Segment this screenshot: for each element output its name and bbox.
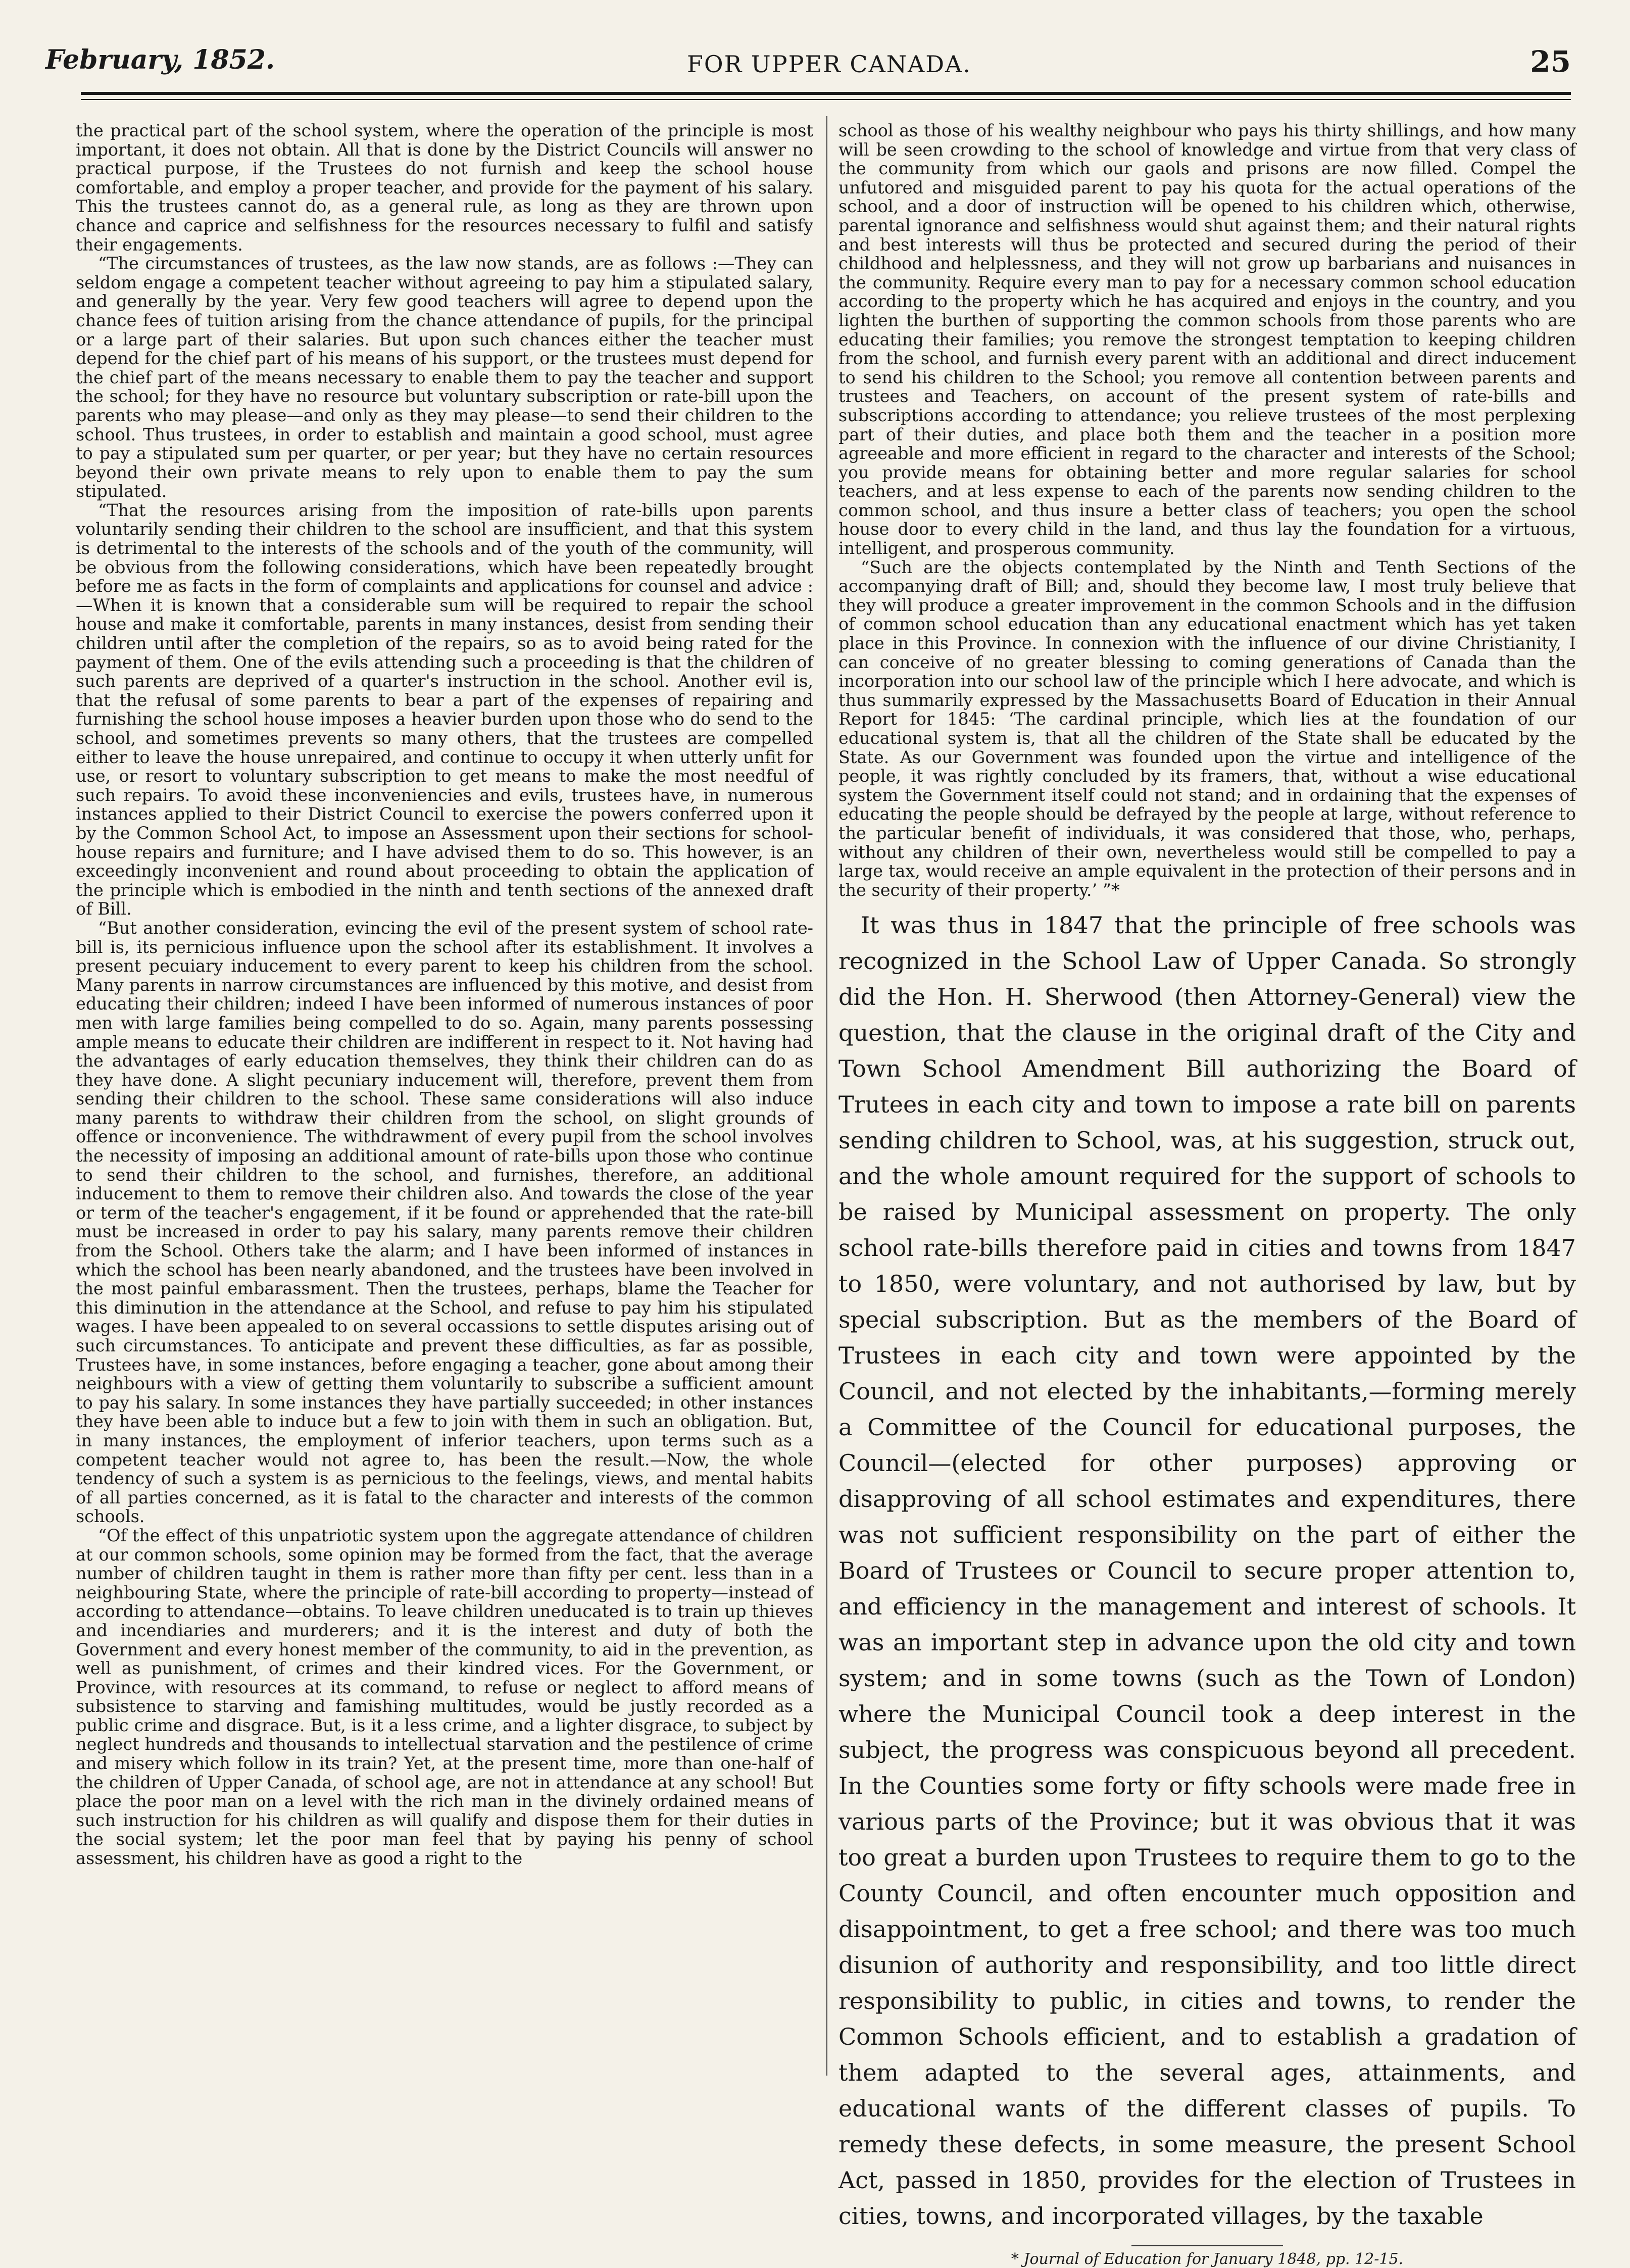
left-paragraph-2: “The circumstances of trustees, as the law now stands, are as follows :—They can seldom engage a competent teacher without agreeing to pay him a stipulated salary, and generally by the year. Very few good teachers will agree to depend upon the chance fees of tuition arising from the chance attendance of pupils, for the principal or a large part of their salaries. But upon such chances either the teacher must depend for the chief part of his means of his support, or the trustees must depend for the chief part of the means necessary to enable them to pay the teacher and support the school; for they have no resource but voluntary subscription or rate-bill upon the parents who may please—and only as they may please—to send their children to the school. Thus trustees, in order to establish and maintain a good school, must agree to pay a stipulated sum per quarter, or per year; but they have no certain resources beyond their own private means to rely upon to enable them to pay the sum stipulated. xyxy=(76,254,813,501)
article-body xyxy=(838,908,1576,2234)
footnote-rule xyxy=(1131,2245,1283,2246)
left-quote-block xyxy=(76,121,813,1868)
right-column xyxy=(838,121,1576,2268)
header-rule-thin xyxy=(81,99,1571,100)
left-paragraph-1: the practical part of the school system, where the operation of the principle is most important, it does not obtain. All that is done by the District Councils will answer no practical purpose, if the Trustees do not furnish and keep the school house comfortable, and employ a proper teacher, and provide for the payment of his salary. This the trustees cannot do, as a general rule, as long as they are thrown upon chance and caprice and selfishness for the resources necessary to fulfil and satisfy their engagements. xyxy=(76,121,813,255)
page-header xyxy=(45,40,1581,91)
column-divider xyxy=(826,116,827,2076)
body-paragraph: It was thus in 1847 that the principle of free schools was recognized in the School Law of Upper Canada. So strongly did the Hon. H. Sherwood (then Attorney-General) view the question, that the clause in the original draft of the City and Town School Amendment Bill authorizing the Board of Trutees in each city and town to impose a rate bill on parents sending children to School, was, at his suggestion, struck out, and the whole amount required for the support of schools to be raised by Municipal assessment on property. The only school rate-bills therefore paid in cities and towns from 1847 to 1850, were voluntary, and not authorised by law, but by special subscription. But as the members of the Board of Trustees in each city and town were appointed by the Council, and not elected by the inhabitants,—forming merely a Committee of the Council for educational purposes, the Council—(elected for other purposes) approving or disapproving of all school estimates and expenditures, there was not sufficient responsibility on the part of either the Board of Trustees or Council to secure proper attention to, and efficiency in the management and interest of schools. It was an important step in advance upon the old city and town system; and in some towns (such as the Town of London) where the Municipal Council took a deep interest in the subject, the progress was conspicuous beyond all precedent. In the Counties some forty or fifty schools were made free in various parts of the Province; but it was obvious that it was too great a burden upon Trustees to require them to go to the County Council, and often encounter much opposition and disappointment, to get a free school; and there was too much disunion of authority and responsibility, and too little direct responsibility to public, in cities and towns, to render the Common Schools efficient, and to establish a gradation of them adapted to the several ages, attainments, and educational wants of the different classes of pupils. To remedy these defects, in some measure, the present School Act, passed in 1850, provides for the election of Trustees in cities, towns, and incorporated villages, by the taxable xyxy=(838,912,1576,2230)
issue-date: February, 1852. xyxy=(45,44,275,75)
header-rule-thick xyxy=(81,92,1571,95)
left-paragraph-4: “But another consideration, evincing the evil of the present system of school rate-bill is, its pernicious influence upon the school after its establishment. It involves a present pecuiary inducement to every parent to keep his children from the school. Many parents in narrow circumstances are influenced by this motive, and desist from educating their children; indeed I have been informed of numerous instances of poor men with large families being compelled to do so. Again, many parents possessing ample means to educate their children are indifferent in respect to it. Not having had the advantages of early education themselves, they think their children can do as they have done. A slight pecuniary inducement will, therefore, prevent them from sending their children to the school. These same considerations will also induce many parents to withdraw their children from the school, on slight grounds of offence or inconvenience. The withdrawment of every pupil from the school involves the necessity of imposing an additional amount of rate-bills upon those who continue to send their children to the school, and furnishes, therefore, an additional inducement to them to remove their children also. And towards the close of the year or term of the teacher's engagement, if it be found or apprehended that the rate-bill must be increased in order to pay his salary, many parents remove their children from the School. Others take the alarm; and I have been informed of instances in which the school has been nearly abandoned, and the trustees have been involved in the most painful embarassment. Then the trustees, perhaps, blame the Teacher for this diminution in the attendance at the School, and refuse to pay him his stipulated wages. I have been appealed to on several occassions to settle disputes arising out of such circumstances. To anticipate and prevent these difficulties, as far as possible, Trustees have, in some instances, before engaging a teacher, gone about among their neighbours with a view of getting them voluntarily to subscribe a sufficient amount to pay his salary. In some instances they have partially succeeded; in other instances they have been able to induce but a few to join with them in such an obligation. But, in many instances, the employment of inferior teachers, upon terms such as a competent teacher would not agree to, has been the result.—Now, the whole tendency of such a system is as pernicious to the feelings, views, and mental habits of all parties concerned, as it is fatal to the character and interests of the common schools. xyxy=(76,918,813,1527)
right-quote-block xyxy=(838,121,1576,899)
left-column xyxy=(76,121,813,2091)
page-number: 25 xyxy=(1530,44,1571,79)
footnote: * Journal of Education for January 1848, pp. 12-15. xyxy=(1011,2250,1404,2268)
left-paragraph-3: “That the resources arising from the imposition of rate-bills upon parents voluntarily sending their children to the school are insufficient, and that this system is detrimental to the interests of the schools and of the youth of the community, will be obvious from the following considerations, which have been repeatedly brought before me as facts in the form of complaints and applications for counsel and advice :—When it is known that a considerable sum will be required to repair the school house and make it comfortable, parents in many instances, desist from sending their children until after the completion of the repairs, so as to avoid being rated for the payment of them. One of the evils attending such a proceeding is that the children of such parents are deprived of a quarter's instruction in the school. Another evil is, that the refusal of some parents to bear a part of the expenses of repairing and furnishing the school house imposes a heavier burden upon those who do send to the school, and sometimes prevents so many others, that the trustees are compelled either to leave the house unrepaired, and continue to occupy it when utterly unfit for use, or resort to voluntary subscription to get means to make the most needful of such repairs. To avoid these inconveniencies and evils, trustees have, in numerous instances applied to their District Council to exercise the powers conferred upon it by the Common School Act, to impose an Assessment upon their sections for school-house repairs and furniture; and I have advised them to do so. This however, is an exceedingly inconvenient and round about proceeding to obtain the application of the principle which is embodied in the ninth and tenth sections of the annexed draft of Bill. xyxy=(76,500,813,919)
running-title: FOR UPPER CANADA. xyxy=(687,51,971,78)
right-quote-paragraph-1: school as those of his wealthy neighbour who pays his thirty shillings, and how many will be seen crowding to the school of knowledge and virtue from that very class of the community from which our gaols and prisons are now filled. Compel the unfutored and misguided parent to pay his quota for the actual operations of the school, and a door of instruction will be opened to his children which, otherwise, parental ignorance and selfishness would shut against them; and their natural rights and best interests will thus be protected and secured during the period of their childhood and helplessness, and they will not grow up barbarians and nuisances in the community. Require every man to pay for a necessary common school education according to the property which he has acquired and enjoys in the country, and you lighten the burthen of supporting the common schools from those parents who are educating their families; you remove the strongest temptation to keeping children from the school, and furnish every parent with an additional and direct inducement to send his children to the School; you remove all contention between parents and trustees and Teachers, on account of the present system of rate-bills and subscriptions according to attendance; you relieve trustees of the most perplexing part of their duties, and place both them and the teacher in a position more agreeable and more efficient in regard to the character and interests of the School; you provide means for obtaining better and more regular salaries for school teachers, and at less expense to each of the parents now sending children to the common school, and thus insure a better class of teachers; you open the school house door to every child in the land, and thus lay the foundation for a virtuous, intelligent, and prosperous community. xyxy=(838,121,1576,559)
left-paragraph-5: “Of the effect of this unpatriotic system upon the aggregate attendance of children at our common schools, some opinion may be formed from the fact, that the average number of children taught in them is rather more than fifty per cent. less than in a neighbouring State, where the principle of rate-bill according to property—instead of according to attendance—obtains. To leave children uneducated is to train up thieves and incendiaries and murderers; and it is the interest and duty of both the Government and every honest member of the community, to aid in the prevention, as well as punishment, of crimes and their kindred vices. For the Government, or Province, with resources at its command, to refuse or neglect to afford means of subsistence to starving and famishing multitudes, would be justly recorded as a public crime and disgrace. But, is it a less crime, and a lighter disgrace, to subject by neglect hundreds and thousands to intellectual starvation and the pestilence of crime and misery which follow in its train? Yet, at the present time, more than one-half of the children of Upper Canada, of school age, are not in attendance at any school! But place the poor man on a level with the rich man in the divinely ordained means of such instruction for his children as will qualify and dispose them for their duties in the social system; let the poor man feel that by paying his penny of school assessment, his children have as good a right to the xyxy=(76,1525,813,1869)
right-quote-paragraph-2: “Such are the objects contemplated by the Ninth and Tenth Sections of the accompanying draft of Bill; and, should they become law, I most truly believe that they will produce a greater improvement in the common Schools and in the diffusion of common school education than any educational enactment which has yet taken place in this Province. In connexion with the influence of our divine Christianity, I can conceive of no greater blessing to coming generations of Canada than the incorporation into our school law of the principle which I here advocate, and which is thus summarily expressed by the Massachusetts Board of Education in their Annual Report for 1845: ‘The cardinal principle, which lies at the foundation of our educational system is, that all the children of the State shall be educated by the State. As our Government was founded upon the virtue and intelligence of the people, it was rightly concluded by its framers, that, without a wise educational system the Government itself could not stand; and in ordaining that the expenses of educating the people should be defrayed by the people at large, without reference to the particular benefit of individuals, it was considered that those, who, perhaps, without any children of their own, nevertheless would still be compelled to pay a large tax, would receive an ample equivalent in the protection of their persons and in the security of their property.’ ”* xyxy=(838,557,1576,900)
